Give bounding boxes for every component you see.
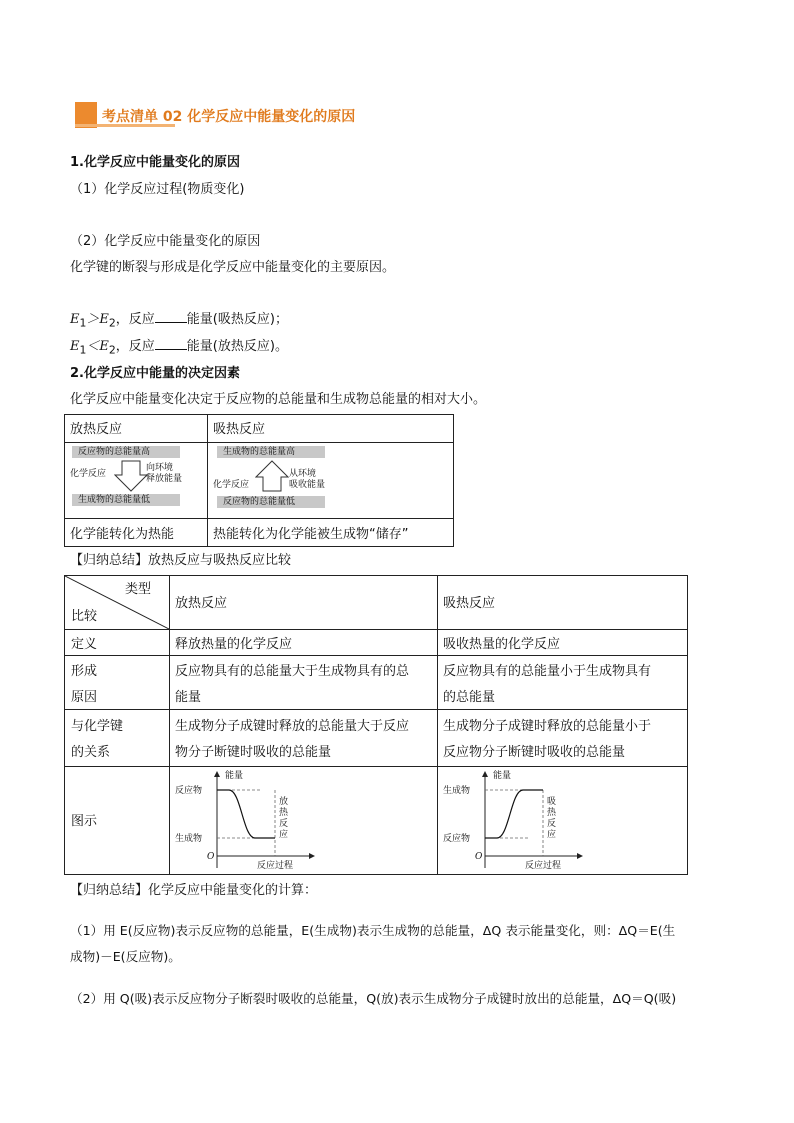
down-arrow-icon xyxy=(114,460,148,492)
table2-header-exo: 放热反应 xyxy=(175,596,228,611)
calc1-line2: 成物)－E(反应物)。 xyxy=(70,949,181,964)
energy-comparison-table xyxy=(64,414,454,547)
calc2-line1: （2）用 Q(吸)表示反应物分子断裂时吸收的总能量，Q(放)表示生成物分子成键时放出的总能量，ΔQ＝Q(吸) xyxy=(70,991,677,1006)
section2-intro: 化学反应中能量变化决定于反应物的总能量和生成物总能量的相对大小。 xyxy=(70,392,487,407)
bond-exo-1: 生成物分子成键时释放的总能量大于反应 xyxy=(175,719,410,734)
row-label-bond-2: 的关系 xyxy=(71,745,111,760)
endo-ylabel: 能量 xyxy=(493,771,512,781)
exo-origin: O xyxy=(207,852,215,862)
exo-product-box: 生成物的总能量低 xyxy=(72,494,180,506)
table1-foot-endo: 热能转化为化学能被生成物“储存” xyxy=(208,519,454,547)
up-arrow-icon xyxy=(255,460,289,492)
summary-calculation: 【归纳总结】化学反应中能量变化的计算： xyxy=(70,883,318,898)
diag-bottom-label: 比较 xyxy=(71,609,98,624)
fill-blank-2[interactable] xyxy=(155,337,187,350)
endo-xlabel: 反应过程 xyxy=(525,861,562,871)
bond-exo-2: 物分子断键时吸收的总能量 xyxy=(175,745,332,760)
endo-energy-figure xyxy=(443,768,583,872)
endo-origin: O xyxy=(475,852,483,862)
row-label-cause-2: 原因 xyxy=(71,690,98,705)
exo-note-char: 反 xyxy=(279,819,289,829)
row-label-definition: 定义 xyxy=(71,637,98,652)
endo-reactant-box: 反应物的总能量低 xyxy=(217,496,325,508)
table2-header-endo: 吸热反应 xyxy=(443,596,496,611)
exo-note-char: 热 xyxy=(279,808,289,818)
table1-foot-exo: 化学能转化为热能 xyxy=(65,519,208,547)
cause-exo-1: 反应物具有的总能量大于生成物具有的总 xyxy=(175,664,410,679)
section1-sub2: （2）化学反应中能量变化的原因 xyxy=(70,234,261,249)
endo-note-char: 反 xyxy=(547,819,557,829)
row-label-figure: 图示 xyxy=(71,814,98,829)
endo-note-char: 热 xyxy=(547,808,557,818)
section2-title: 2.化学反应中能量的决定因素 xyxy=(70,366,240,381)
endo-note-char: 吸 xyxy=(547,797,557,807)
row-label-bond-1: 与化学键 xyxy=(71,719,124,734)
endo-high-label: 生成物 xyxy=(443,786,471,796)
exo-note-char: 放 xyxy=(279,797,289,807)
exo-left-label: 化学反应 xyxy=(70,469,107,479)
cause-exo-2: 能量 xyxy=(175,690,202,705)
table1-header-exo: 放热反应 xyxy=(65,415,208,443)
exo-note-char: 应 xyxy=(279,830,289,840)
comparison-table xyxy=(64,575,688,875)
exo-reactant-box: 反应物的总能量高 xyxy=(72,446,180,458)
energy-line-endothermic: $E_1>E_2$，反应 能量(吸热反应)； xyxy=(70,312,288,330)
calc1-line1: （1）用 E(反应物)表示反应物的总能量，E(生成物)表示生成物的总能量，ΔQ 表示能量变化，则：ΔQ＝E(生 xyxy=(70,923,676,938)
exo-right-label-2: 释放能量 xyxy=(146,474,183,484)
cause-endo-2: 的总能量 xyxy=(443,690,496,705)
definition-endo: 吸收热量的化学反应 xyxy=(443,637,561,652)
endo-right-label-1: 从环境 xyxy=(289,469,317,479)
endo-left-label: 化学反应 xyxy=(213,480,250,490)
fill-blank-1[interactable] xyxy=(155,310,187,323)
energy-line-exothermic: $E_1<E_2$，反应 能量(放热反应)。 xyxy=(70,339,288,357)
definition-exo: 释放热量的化学反应 xyxy=(175,637,293,652)
exo-diagram-cell xyxy=(65,443,208,519)
row-label-cause-1: 形成 xyxy=(71,664,98,679)
summary-comparison: 【归纳总结】放热反应与吸热反应比较 xyxy=(70,553,292,568)
cause-endo-1: 反应物具有的总能量小于生成物具有 xyxy=(443,664,652,679)
diag-top-label: 类型 xyxy=(125,582,152,597)
exo-low-label: 生成物 xyxy=(175,834,203,844)
section-heading xyxy=(75,97,405,130)
exo-right-label-1: 向环境 xyxy=(146,463,174,473)
exo-ylabel: 能量 xyxy=(225,771,244,781)
table1-header-endo: 吸热反应 xyxy=(208,415,454,443)
endo-diagram-cell xyxy=(208,443,454,519)
exo-xlabel: 反应过程 xyxy=(257,861,294,871)
endo-note-char: 应 xyxy=(547,830,557,840)
endo-product-box: 生成物的总能量高 xyxy=(217,446,325,458)
heading-title: 考点清单 02 化学反应中能量变化的原因 xyxy=(102,109,356,125)
section1-title: 1.化学反应中能量变化的原因 xyxy=(70,155,240,170)
bond-endo-2: 反应物分子断键时吸收的总能量 xyxy=(443,745,626,760)
section1-main-reason: 化学键的断裂与形成是化学反应中能量变化的主要原因。 xyxy=(70,260,396,275)
bond-endo-1: 生成物分子成键时释放的总能量小于 xyxy=(443,719,652,734)
section1-sub1: （1）化学反应过程(物质变化) xyxy=(70,182,245,197)
exo-high-label: 反应物 xyxy=(175,786,203,796)
endo-right-label-2: 吸收能量 xyxy=(289,480,326,490)
endo-low-label: 反应物 xyxy=(443,834,471,844)
exo-energy-figure xyxy=(175,768,315,872)
